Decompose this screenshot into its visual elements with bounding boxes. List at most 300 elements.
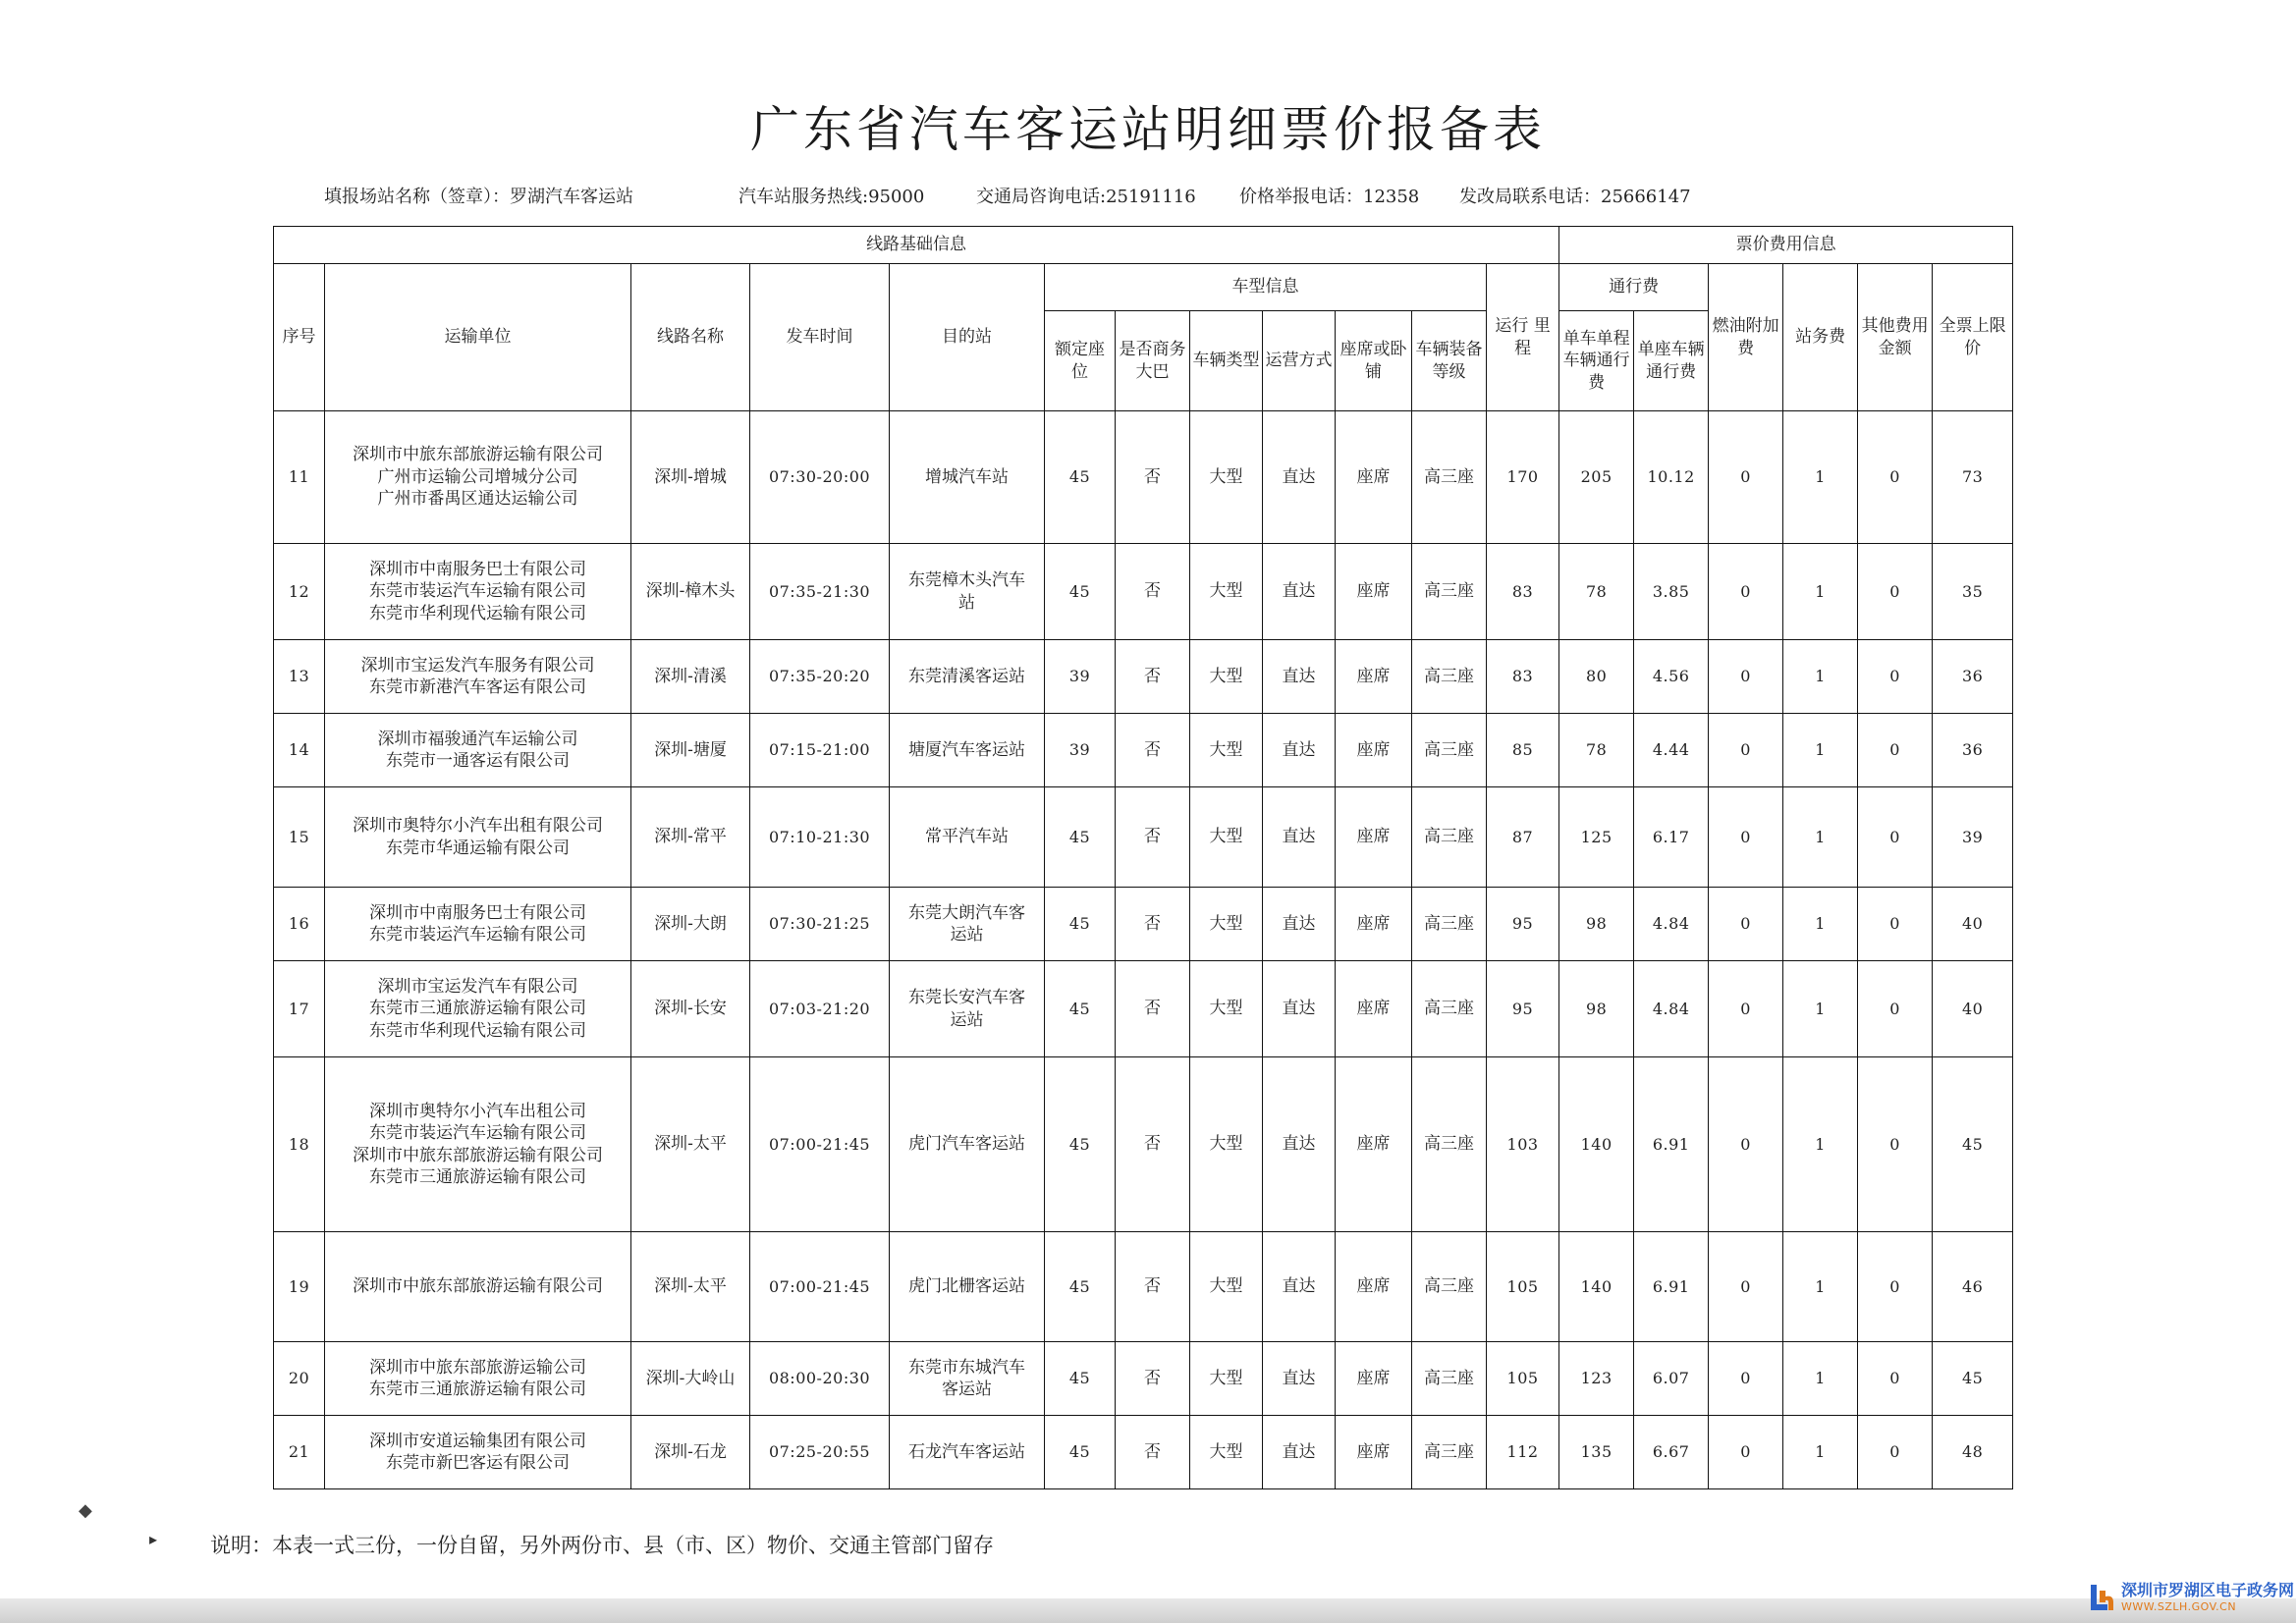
row-destination-line: 运站 xyxy=(950,925,984,945)
row-other-fee: 0 xyxy=(1858,1232,1933,1342)
row-seq: 18 xyxy=(274,1057,325,1232)
row-route: 深圳-增城 xyxy=(631,411,750,544)
row-equipment-grade: 高三座 xyxy=(1412,640,1487,714)
table-row xyxy=(274,888,2013,961)
row-max-price: 36 xyxy=(1933,640,2013,714)
row-carriers-line: 东莞市三通旅游运输有限公司 xyxy=(369,1380,586,1399)
row-destination-line: 站 xyxy=(958,592,975,613)
row-destination-line: 东莞市东城汽车 xyxy=(908,1357,1025,1378)
row-equipment-grade: 高三座 xyxy=(1412,411,1487,544)
row-carriers-line: 深圳市安道运输集团有限公司 xyxy=(369,1431,586,1451)
row-route: 深圳-太平 xyxy=(631,1232,750,1342)
row-destination-line: 客运站 xyxy=(942,1380,992,1399)
row-carriers-line: 广州市运输公司增城分公司 xyxy=(377,466,578,487)
price-report-info xyxy=(1239,183,1419,208)
header-seq: 序号 xyxy=(274,264,325,411)
row-equipment-grade: 高三座 xyxy=(1412,544,1487,640)
row-other-fee: 0 xyxy=(1858,1416,1933,1489)
row-max-price: 40 xyxy=(1933,961,2013,1057)
table-row xyxy=(274,411,2013,544)
table-row xyxy=(274,787,2013,888)
row-max-price: 45 xyxy=(1933,1342,2013,1416)
row-vehicle-type: 大型 xyxy=(1190,640,1263,714)
row-station-fee: 1 xyxy=(1783,961,1858,1057)
row-carriers-line: 广州市番禺区通达运输公司 xyxy=(377,489,578,510)
row-carriers xyxy=(325,544,631,640)
row-seq: 17 xyxy=(274,961,325,1057)
row-mileage: 95 xyxy=(1487,888,1559,961)
row-toll-vehicle: 135 xyxy=(1559,1416,1634,1489)
row-carriers-line: 深圳市中旅东部旅游运输公司 xyxy=(369,1357,586,1378)
table-row xyxy=(274,1416,2013,1489)
lh-logo-icon xyxy=(2088,1583,2115,1612)
row-toll-seat: 6.07 xyxy=(1634,1342,1709,1416)
row-toll-vehicle: 125 xyxy=(1559,787,1634,888)
row-other-fee: 0 xyxy=(1858,544,1933,640)
header-operation-mode: 运营方式 xyxy=(1263,311,1336,411)
row-carriers-line: 东莞市三通旅游运输有限公司 xyxy=(369,999,586,1019)
dev-bureau-label: 发改局联系电话： xyxy=(1459,187,1601,207)
table-row xyxy=(274,1057,2013,1232)
row-equipment-grade: 高三座 xyxy=(1412,714,1487,787)
row-seq: 14 xyxy=(274,714,325,787)
note-label: 说明： xyxy=(210,1534,272,1557)
row-other-fee: 0 xyxy=(1858,1057,1933,1232)
row-destination-line: 增城汽车站 xyxy=(925,466,1009,487)
row-other-fee: 0 xyxy=(1858,961,1933,1057)
row-fuel: 0 xyxy=(1709,1342,1783,1416)
row-carriers-line: 东莞市装运汽车运输有限公司 xyxy=(369,925,586,945)
row-departure-time: 07:30-20:00 xyxy=(750,411,890,544)
row-route: 深圳-石龙 xyxy=(631,1416,750,1489)
row-seats: 45 xyxy=(1045,1416,1116,1489)
row-station-fee: 1 xyxy=(1783,1232,1858,1342)
row-carriers xyxy=(325,1416,631,1489)
row-seats: 45 xyxy=(1045,1232,1116,1342)
row-destination-line: 东莞大朗汽车客 xyxy=(908,902,1025,923)
row-toll-seat: 4.84 xyxy=(1634,961,1709,1057)
header-other-fee: 其他费用金额 xyxy=(1858,264,1933,411)
row-mileage: 85 xyxy=(1487,714,1559,787)
row-seat-or-berth: 座席 xyxy=(1336,888,1412,961)
row-carriers xyxy=(325,640,631,714)
row-seats: 45 xyxy=(1045,787,1116,888)
row-carriers-line: 深圳市中旅东部旅游运输有限公司 xyxy=(353,1145,603,1165)
row-toll-seat: 4.84 xyxy=(1634,888,1709,961)
margin-mark: ◆ xyxy=(79,1500,92,1521)
row-business-bus: 否 xyxy=(1116,961,1190,1057)
row-destination xyxy=(890,1057,1045,1232)
header-route: 线路名称 xyxy=(631,264,750,411)
price-report-label: 价格举报电话： xyxy=(1239,187,1363,207)
row-seats: 39 xyxy=(1045,640,1116,714)
row-fuel: 0 xyxy=(1709,714,1783,787)
row-mileage: 170 xyxy=(1487,411,1559,544)
row-destination xyxy=(890,1416,1045,1489)
row-other-fee: 0 xyxy=(1858,640,1933,714)
row-toll-vehicle: 140 xyxy=(1559,1057,1634,1232)
row-station-fee: 1 xyxy=(1783,1342,1858,1416)
row-seq: 12 xyxy=(274,544,325,640)
row-business-bus: 否 xyxy=(1116,544,1190,640)
fare-table-body xyxy=(274,411,2013,1489)
row-station-fee: 1 xyxy=(1783,640,1858,714)
row-seq: 16 xyxy=(274,888,325,961)
table-row xyxy=(274,1232,2013,1342)
row-seats: 45 xyxy=(1045,544,1116,640)
row-business-bus: 否 xyxy=(1116,1342,1190,1416)
row-vehicle-type: 大型 xyxy=(1190,1342,1263,1416)
row-seat-or-berth: 座席 xyxy=(1336,1342,1412,1416)
row-carriers xyxy=(325,1232,631,1342)
row-other-fee: 0 xyxy=(1858,1342,1933,1416)
note-bullet-icon: ▸ xyxy=(149,1530,158,1548)
row-vehicle-type: 大型 xyxy=(1190,1416,1263,1489)
row-other-fee: 0 xyxy=(1858,411,1933,544)
row-departure-time: 07:35-20:20 xyxy=(750,640,890,714)
row-operation-mode: 直达 xyxy=(1263,544,1336,640)
row-business-bus: 否 xyxy=(1116,888,1190,961)
row-destination xyxy=(890,544,1045,640)
row-business-bus: 否 xyxy=(1116,714,1190,787)
header-station-fee: 站务费 xyxy=(1783,264,1858,411)
row-station-fee: 1 xyxy=(1783,714,1858,787)
row-seats: 45 xyxy=(1045,1342,1116,1416)
row-vehicle-type: 大型 xyxy=(1190,1232,1263,1342)
row-departure-time: 07:25-20:55 xyxy=(750,1416,890,1489)
row-departure-time: 07:15-21:00 xyxy=(750,714,890,787)
row-departure-time: 07:03-21:20 xyxy=(750,961,890,1057)
row-toll-seat: 4.56 xyxy=(1634,640,1709,714)
row-route: 深圳-长安 xyxy=(631,961,750,1057)
station-name-info xyxy=(324,183,633,208)
row-carriers-line: 深圳市中南服务巴士有限公司 xyxy=(369,902,586,923)
header-toll-vehicle: 单车单程车辆通行费 xyxy=(1559,311,1634,411)
row-carriers-line: 深圳市中旅东部旅游运输有限公司 xyxy=(353,445,603,465)
row-route: 深圳-常平 xyxy=(631,787,750,888)
row-seq: 19 xyxy=(274,1232,325,1342)
row-operation-mode: 直达 xyxy=(1263,888,1336,961)
row-mileage: 105 xyxy=(1487,1342,1559,1416)
row-mileage: 83 xyxy=(1487,640,1559,714)
row-mileage: 103 xyxy=(1487,1057,1559,1232)
row-operation-mode: 直达 xyxy=(1263,1416,1336,1489)
row-business-bus: 否 xyxy=(1116,787,1190,888)
row-route: 深圳-塘厦 xyxy=(631,714,750,787)
row-departure-time: 07:00-21:45 xyxy=(750,1057,890,1232)
row-toll-seat: 6.17 xyxy=(1634,787,1709,888)
row-toll-vehicle: 78 xyxy=(1559,544,1634,640)
row-station-fee: 1 xyxy=(1783,411,1858,544)
row-seat-or-berth: 座席 xyxy=(1336,1232,1412,1342)
row-seq: 15 xyxy=(274,787,325,888)
row-carriers-line: 深圳市中旅东部旅游运输有限公司 xyxy=(353,1276,603,1297)
row-carriers-line: 东莞市三通旅游运输有限公司 xyxy=(369,1166,586,1187)
row-carriers xyxy=(325,1057,631,1232)
row-seq: 21 xyxy=(274,1416,325,1489)
row-operation-mode: 直达 xyxy=(1263,411,1336,544)
row-departure-time: 07:35-21:30 xyxy=(750,544,890,640)
row-seats: 45 xyxy=(1045,888,1116,961)
row-fuel: 0 xyxy=(1709,1232,1783,1342)
row-station-fee: 1 xyxy=(1783,544,1858,640)
row-fuel: 0 xyxy=(1709,640,1783,714)
row-destination-line: 东莞长安汽车客 xyxy=(908,988,1025,1008)
row-mileage: 112 xyxy=(1487,1416,1559,1489)
header-destination: 目的站 xyxy=(890,264,1045,411)
table-row xyxy=(274,640,2013,714)
row-route: 深圳-大岭山 xyxy=(631,1342,750,1416)
row-business-bus: 否 xyxy=(1116,1057,1190,1232)
row-seats: 45 xyxy=(1045,411,1116,544)
header-fare-info: 票价费用信息 xyxy=(1559,227,2013,264)
row-destination xyxy=(890,787,1045,888)
row-max-price: 48 xyxy=(1933,1416,2013,1489)
row-station-fee: 1 xyxy=(1783,787,1858,888)
row-operation-mode: 直达 xyxy=(1263,1057,1336,1232)
row-carriers-line: 深圳市奥特尔小汽车出租有限公司 xyxy=(353,816,603,837)
header-max-price: 全票上限价 xyxy=(1933,264,2013,411)
row-mileage: 95 xyxy=(1487,961,1559,1057)
row-seq: 20 xyxy=(274,1342,325,1416)
row-equipment-grade: 高三座 xyxy=(1412,1416,1487,1489)
row-other-fee: 0 xyxy=(1858,714,1933,787)
row-destination xyxy=(890,1232,1045,1342)
row-carriers xyxy=(325,411,631,544)
header-seat-or-berth: 座席或卧铺 xyxy=(1336,311,1412,411)
row-fuel: 0 xyxy=(1709,888,1783,961)
row-carriers-line: 深圳市福骏通汽车运输公司 xyxy=(377,729,578,749)
row-business-bus: 否 xyxy=(1116,640,1190,714)
price-report-value: 12358 xyxy=(1363,187,1420,207)
page-title: 广东省汽车客运站明细票价报备表 xyxy=(750,101,1546,158)
row-vehicle-type: 大型 xyxy=(1190,888,1263,961)
row-equipment-grade: 高三座 xyxy=(1412,787,1487,888)
row-carriers-line: 深圳市宝运发汽车有限公司 xyxy=(377,976,578,997)
row-carriers-line: 东莞市一通客运有限公司 xyxy=(386,751,570,771)
row-toll-seat: 10.12 xyxy=(1634,411,1709,544)
row-toll-seat: 6.91 xyxy=(1634,1232,1709,1342)
header-fuel: 燃油附加费 xyxy=(1709,264,1783,411)
row-seats: 45 xyxy=(1045,1057,1116,1232)
row-carriers-line: 深圳市奥特尔小汽车出租公司 xyxy=(369,1101,586,1121)
row-equipment-grade: 高三座 xyxy=(1412,1057,1487,1232)
transport-phone-info xyxy=(976,183,1196,208)
row-carriers xyxy=(325,787,631,888)
row-departure-time: 07:10-21:30 xyxy=(750,787,890,888)
row-toll-vehicle: 205 xyxy=(1559,411,1634,544)
row-destination xyxy=(890,640,1045,714)
row-operation-mode: 直达 xyxy=(1263,961,1336,1057)
row-fuel: 0 xyxy=(1709,961,1783,1057)
row-carriers xyxy=(325,961,631,1057)
row-fuel: 0 xyxy=(1709,1057,1783,1232)
header-mileage: 运行 里程 xyxy=(1487,264,1559,411)
header-seats: 额定座位 xyxy=(1045,311,1116,411)
row-seat-or-berth: 座席 xyxy=(1336,640,1412,714)
row-other-fee: 0 xyxy=(1858,888,1933,961)
row-destination xyxy=(890,961,1045,1057)
row-destination-line: 虎门汽车客运站 xyxy=(908,1134,1025,1155)
row-carriers-line: 东莞市华利现代运输有限公司 xyxy=(369,1020,586,1041)
hotline-info xyxy=(738,183,924,208)
transport-phone-value: 25191116 xyxy=(1106,187,1196,207)
header-equipment-grade: 车辆装备等级 xyxy=(1412,311,1487,411)
row-fuel: 0 xyxy=(1709,544,1783,640)
row-destination-line: 常平汽车站 xyxy=(925,827,1009,847)
note-text: 本表一式三份，一份自留，另外两份市、县（市、区）物价、交通主管部门留存 xyxy=(272,1534,994,1557)
row-operation-mode: 直达 xyxy=(1263,714,1336,787)
row-carriers xyxy=(325,888,631,961)
row-fuel: 0 xyxy=(1709,1416,1783,1489)
header-departure: 发车时间 xyxy=(750,264,890,411)
row-seat-or-berth: 座席 xyxy=(1336,411,1412,544)
row-equipment-grade: 高三座 xyxy=(1412,888,1487,961)
row-carriers-line: 东莞市装运汽车运输有限公司 xyxy=(369,1123,586,1144)
row-destination xyxy=(890,714,1045,787)
row-operation-mode: 直达 xyxy=(1263,640,1336,714)
row-equipment-grade: 高三座 xyxy=(1412,1342,1487,1416)
row-vehicle-type: 大型 xyxy=(1190,544,1263,640)
row-operation-mode: 直达 xyxy=(1263,1232,1336,1342)
row-seat-or-berth: 座席 xyxy=(1336,1057,1412,1232)
row-route: 深圳-太平 xyxy=(631,1057,750,1232)
row-departure-time: 08:00-20:30 xyxy=(750,1342,890,1416)
row-destination-line: 虎门北栅客运站 xyxy=(908,1276,1025,1297)
row-destination-line: 运站 xyxy=(950,1009,984,1030)
table-row xyxy=(274,714,2013,787)
row-destination xyxy=(890,411,1045,544)
row-mileage: 87 xyxy=(1487,787,1559,888)
row-seat-or-berth: 座席 xyxy=(1336,714,1412,787)
row-station-fee: 1 xyxy=(1783,888,1858,961)
header-toll-seat: 单座车辆通行费 xyxy=(1634,311,1709,411)
row-carriers-line: 东莞市华通运输有限公司 xyxy=(386,838,570,858)
header-toll: 通行费 xyxy=(1559,264,1709,311)
row-seat-or-berth: 座席 xyxy=(1336,961,1412,1057)
row-business-bus: 否 xyxy=(1116,411,1190,544)
row-carriers-line: 深圳市中南服务巴士有限公司 xyxy=(369,559,586,579)
watermark-name: 深圳市罗湖区电子政务网 xyxy=(2121,1581,2295,1599)
row-toll-vehicle: 123 xyxy=(1559,1342,1634,1416)
row-seq: 11 xyxy=(274,411,325,544)
row-carriers-line: 东莞市装运汽车运输有限公司 xyxy=(369,581,586,602)
row-carriers-line: 东莞市新港汽车客运有限公司 xyxy=(369,677,586,697)
row-max-price: 36 xyxy=(1933,714,2013,787)
row-carriers-line: 东莞市新巴客运有限公司 xyxy=(386,1453,570,1473)
row-max-price: 35 xyxy=(1933,544,2013,640)
hotline-label: 汽车站服务热线: xyxy=(738,187,869,207)
row-seat-or-berth: 座席 xyxy=(1336,1416,1412,1489)
scan-edge-band xyxy=(0,1598,2296,1623)
watermark-logo xyxy=(2088,1583,2294,1612)
header-vehicle-info: 车型信息 xyxy=(1045,264,1487,311)
row-destination-line: 石龙汽车客运站 xyxy=(908,1441,1025,1462)
row-equipment-grade: 高三座 xyxy=(1412,1232,1487,1342)
station-name-label: 填报场站名称（签章）： xyxy=(324,187,510,207)
row-business-bus: 否 xyxy=(1116,1416,1190,1489)
row-equipment-grade: 高三座 xyxy=(1412,961,1487,1057)
row-station-fee: 1 xyxy=(1783,1057,1858,1232)
table-row xyxy=(274,1342,2013,1416)
row-toll-vehicle: 78 xyxy=(1559,714,1634,787)
row-toll-seat: 3.85 xyxy=(1634,544,1709,640)
row-toll-vehicle: 98 xyxy=(1559,888,1634,961)
hotline-value: 95000 xyxy=(868,187,925,207)
row-vehicle-type: 大型 xyxy=(1190,787,1263,888)
row-destination-line: 塘厦汽车客运站 xyxy=(908,739,1025,760)
row-vehicle-type: 大型 xyxy=(1190,411,1263,544)
row-destination-line: 东莞樟木头汽车 xyxy=(908,570,1025,591)
row-departure-time: 07:00-21:45 xyxy=(750,1232,890,1342)
dev-bureau-value: 25666147 xyxy=(1601,187,1691,207)
row-max-price: 46 xyxy=(1933,1232,2013,1342)
row-seat-or-berth: 座席 xyxy=(1336,787,1412,888)
row-destination-line: 东莞清溪客运站 xyxy=(908,666,1025,686)
note xyxy=(210,1530,994,1559)
station-name-value: 罗湖汽车客运站 xyxy=(510,187,633,207)
row-max-price: 39 xyxy=(1933,787,2013,888)
row-seat-or-berth: 座席 xyxy=(1336,544,1412,640)
header-business-bus: 是否商务大巴 xyxy=(1116,311,1190,411)
row-carriers xyxy=(325,1342,631,1416)
row-max-price: 40 xyxy=(1933,888,2013,961)
row-vehicle-type: 大型 xyxy=(1190,714,1263,787)
header-vehicle-type: 车辆类型 xyxy=(1190,311,1263,411)
row-operation-mode: 直达 xyxy=(1263,787,1336,888)
row-max-price: 45 xyxy=(1933,1057,2013,1232)
row-toll-seat: 6.91 xyxy=(1634,1057,1709,1232)
transport-phone-label: 交通局咨询电话: xyxy=(976,187,1107,207)
row-toll-vehicle: 140 xyxy=(1559,1232,1634,1342)
row-departure-time: 07:30-21:25 xyxy=(750,888,890,961)
row-vehicle-type: 大型 xyxy=(1190,961,1263,1057)
row-toll-seat: 4.44 xyxy=(1634,714,1709,787)
row-fuel: 0 xyxy=(1709,411,1783,544)
row-seq: 13 xyxy=(274,640,325,714)
row-vehicle-type: 大型 xyxy=(1190,1057,1263,1232)
row-carriers-line: 东莞市华利现代运输有限公司 xyxy=(369,603,586,623)
table-row xyxy=(274,544,2013,640)
row-route: 深圳-樟木头 xyxy=(631,544,750,640)
row-other-fee: 0 xyxy=(1858,787,1933,888)
row-max-price: 73 xyxy=(1933,411,2013,544)
row-fuel: 0 xyxy=(1709,787,1783,888)
header-carrier: 运输单位 xyxy=(325,264,631,411)
dev-bureau-info xyxy=(1459,183,1691,208)
row-seats: 39 xyxy=(1045,714,1116,787)
row-toll-seat: 6.67 xyxy=(1634,1416,1709,1489)
row-business-bus: 否 xyxy=(1116,1232,1190,1342)
watermark-url: WWW.SZLH.GOV.CN xyxy=(2121,1600,2237,1613)
table-row xyxy=(274,961,2013,1057)
row-carriers-line: 深圳市宝运发汽车服务有限公司 xyxy=(360,655,595,676)
row-seats: 45 xyxy=(1045,961,1116,1057)
row-route: 深圳-大朗 xyxy=(631,888,750,961)
header-route-info: 线路基础信息 xyxy=(274,227,1559,264)
row-mileage: 83 xyxy=(1487,544,1559,640)
row-operation-mode: 直达 xyxy=(1263,1342,1336,1416)
row-mileage: 105 xyxy=(1487,1232,1559,1342)
row-destination xyxy=(890,888,1045,961)
row-toll-vehicle: 98 xyxy=(1559,961,1634,1057)
row-toll-vehicle: 80 xyxy=(1559,640,1634,714)
row-destination xyxy=(890,1342,1045,1416)
row-station-fee: 1 xyxy=(1783,1416,1858,1489)
row-route: 深圳-清溪 xyxy=(631,640,750,714)
fare-table xyxy=(273,226,2013,1489)
row-carriers xyxy=(325,714,631,787)
